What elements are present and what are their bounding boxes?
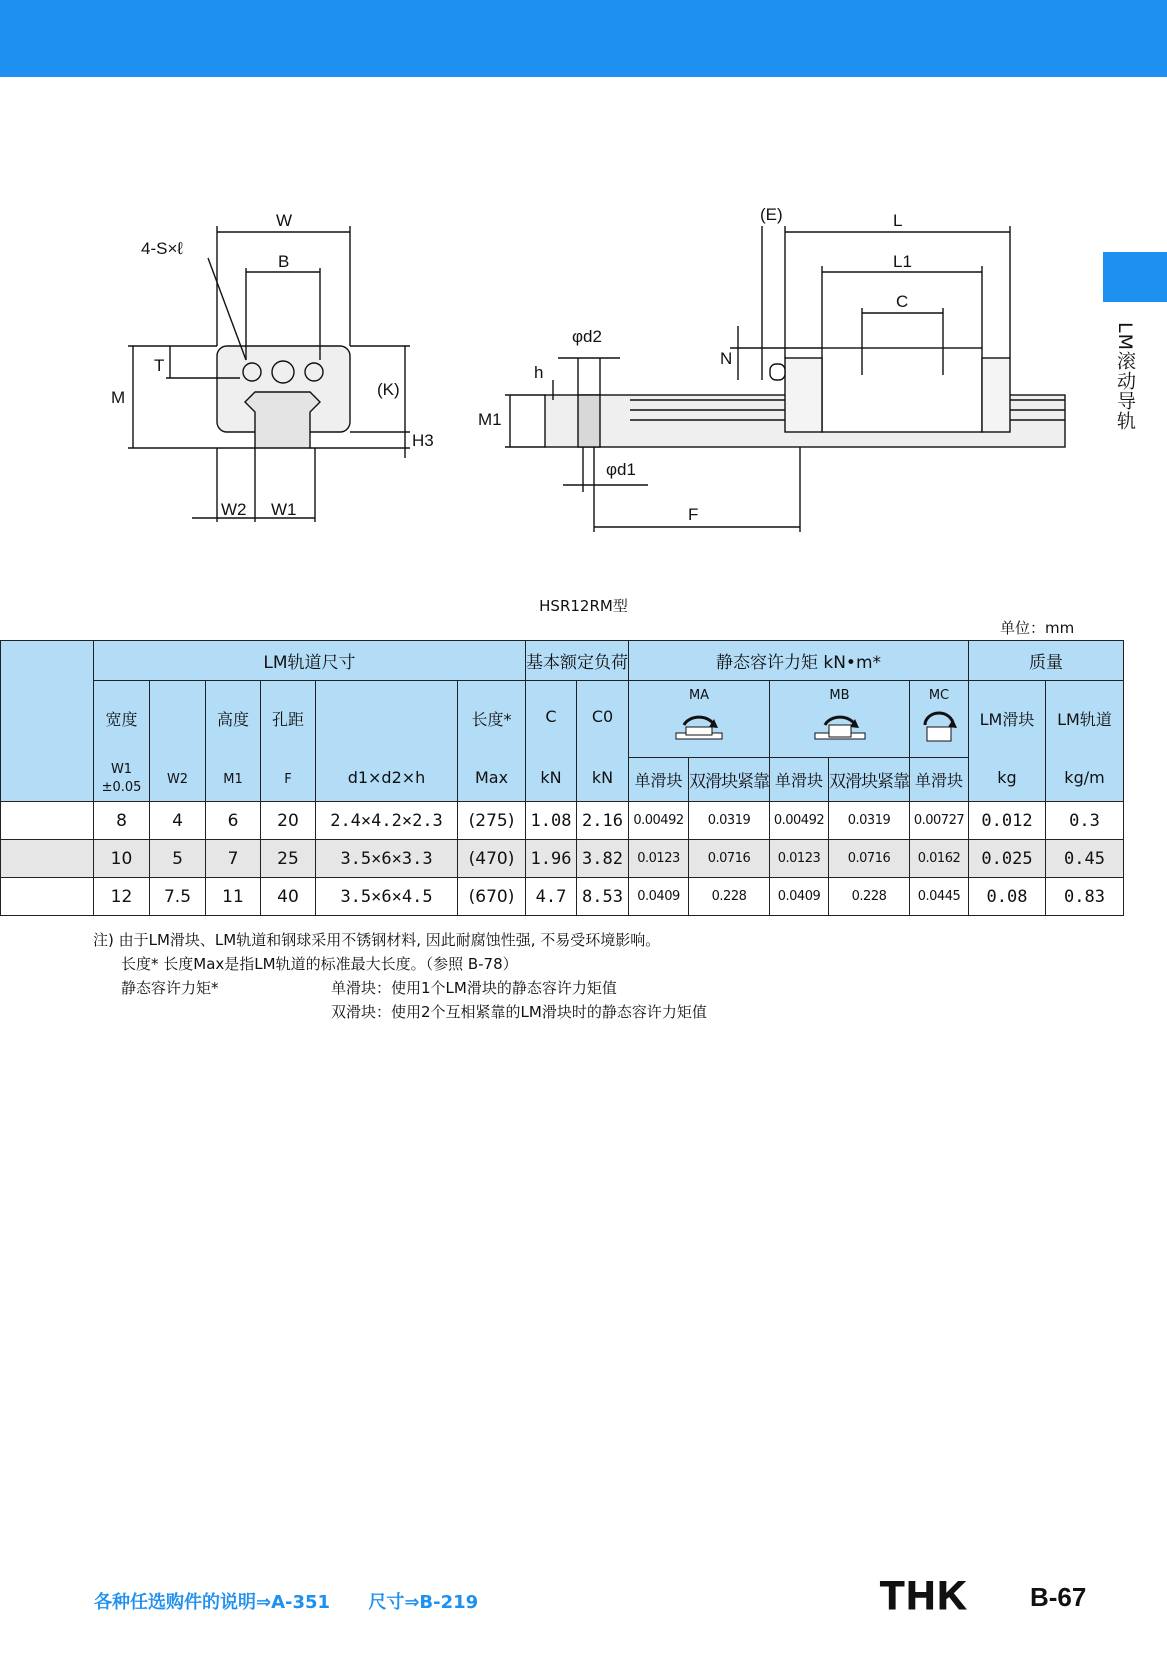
note-length: 长度* 长度Max是指LM轨道的标准最大长度。（参照 B-78） <box>121 955 518 973</box>
mb-moment-icon <box>805 703 875 745</box>
table-cell: 0.00727 <box>910 802 969 840</box>
table-cell: 0.00492 <box>770 802 829 840</box>
header-ma-double: 双滑块紧靠 <box>689 757 770 801</box>
dim-K: (K) <box>377 380 400 399</box>
table-cell: 8 <box>94 802 150 840</box>
dim-C: C <box>896 292 909 311</box>
header-mb: MB <box>770 681 910 758</box>
table-cell: 7 <box>206 840 261 878</box>
table-cell: 4.7 <box>526 878 577 916</box>
header-ma: MA <box>629 681 770 758</box>
header-block-mass: LM滑块 kg <box>969 681 1046 802</box>
table-cell: 0.00492 <box>629 802 689 840</box>
dim-H3: H3 <box>412 431 434 450</box>
header-rail-mass: LM轨道 kg/m <box>1046 681 1124 802</box>
table-cell: 3.5×6×3.3 <box>316 840 458 878</box>
header-mb-single: 单滑块 <box>770 757 829 801</box>
model-cell <box>1 840 94 878</box>
link-options[interactable]: 各种任选购件的说明⇒A-351 <box>94 1592 331 1613</box>
dim-S: 4-S×ℓ <box>141 239 183 258</box>
table-cell: 0.228 <box>829 878 910 916</box>
table-cell: 3.82 <box>577 840 629 878</box>
dim-d1: φd1 <box>606 460 636 479</box>
dim-N: N <box>720 349 733 368</box>
table-cell: 0.3 <box>1046 802 1124 840</box>
section-title: LM滚动导轨 <box>1114 322 1136 431</box>
note-material: 注) 由于LM滑块、LM轨道和钢球采用不锈钢材料, 因此耐腐蚀性强, 不易受环境影响。 <box>93 931 661 949</box>
table-cell: 6 <box>206 802 261 840</box>
table-cell: 0.025 <box>969 840 1046 878</box>
footer-links <box>94 1588 510 1614</box>
header-c: C kN <box>526 681 577 802</box>
dim-W2: W2 <box>221 500 247 519</box>
table-cell: 20 <box>261 802 316 840</box>
table-cell: 0.0319 <box>829 802 910 840</box>
dim-L: L <box>893 211 903 230</box>
table-cell: (670) <box>458 878 526 916</box>
table-cell: 40 <box>261 878 316 916</box>
header-moment: 静态容许力矩 kN•m* <box>629 641 969 681</box>
table-cell: 0.0716 <box>689 840 770 878</box>
technical-drawing <box>0 0 1167 600</box>
table-row <box>1 802 1124 840</box>
table-cell: (275) <box>458 802 526 840</box>
spec-table <box>0 640 1124 916</box>
table-cell: 0.45 <box>1046 840 1124 878</box>
dim-W: W <box>276 211 293 230</box>
header-width-w1: 宽度 W1 ±0.05 <box>94 681 150 802</box>
link-dimensions[interactable]: 尺寸⇒B-219 <box>368 1592 479 1613</box>
table-cell: (470) <box>458 840 526 878</box>
note-moment: 静态容许力矩* 单滑块：使用1个LM滑块的静态容许力矩值 <box>121 979 617 997</box>
table-cell: 0.0409 <box>629 878 689 916</box>
table-cell: 0.0123 <box>629 840 689 878</box>
table-cell: 0.0409 <box>770 878 829 916</box>
front-view-rail <box>245 392 320 448</box>
table-cell: 0.08 <box>969 878 1046 916</box>
ma-moment-icon <box>664 703 734 745</box>
table-cell: 8.53 <box>577 878 629 916</box>
header-w2: W2 <box>150 681 206 802</box>
table-cell: 0.0123 <box>770 840 829 878</box>
dim-M1: M1 <box>478 410 502 429</box>
header-length-max: 长度* Max <box>458 681 526 802</box>
table-cell: 1.08 <box>526 802 577 840</box>
table-cell: 0.228 <box>689 878 770 916</box>
table-cell: 0.0445 <box>910 878 969 916</box>
table-cell: 11 <box>206 878 261 916</box>
side-view-block <box>822 348 982 432</box>
header-height-m1: 高度 M1 <box>206 681 261 802</box>
mc-moment-icon <box>916 703 962 745</box>
header-dxd: d1×d2×h <box>316 681 458 802</box>
dim-B: B <box>278 252 290 271</box>
table-cell: 0.012 <box>969 802 1046 840</box>
table-cell: 4 <box>150 802 206 840</box>
table-cell: 2.16 <box>577 802 629 840</box>
table-cell: 25 <box>261 840 316 878</box>
header-c0: C0 kN <box>577 681 629 802</box>
note-moment-double: 双滑块：使用2个互相紧靠的LM滑块时的静态容许力矩值 <box>331 1003 707 1021</box>
table-cell: 10 <box>94 840 150 878</box>
table-cell: 2.4×4.2×2.3 <box>316 802 458 840</box>
table-row <box>1 840 1124 878</box>
dim-E: (E) <box>760 205 783 224</box>
dim-M: M <box>111 388 126 407</box>
header-mass: 质量 <box>969 641 1124 681</box>
header-mb-double: 双滑块紧靠 <box>829 757 910 801</box>
header-mc-single: 单滑块 <box>910 757 969 801</box>
dim-d2: φd2 <box>572 327 602 346</box>
header-rail: LM轨道尺寸 <box>94 641 526 681</box>
table-cell: 0.0162 <box>910 840 969 878</box>
unit-label: 单位：mm <box>1000 619 1075 637</box>
table-cell: 12 <box>94 878 150 916</box>
header-ma-single: 单滑块 <box>629 757 689 801</box>
dim-W1: W1 <box>271 500 297 519</box>
blank-header-cell <box>1 641 94 802</box>
model-cell <box>1 802 94 840</box>
table-cell: 0.0716 <box>829 840 910 878</box>
header-pitch-f: 孔距 F <box>261 681 316 802</box>
table-cell: 1.96 <box>526 840 577 878</box>
model-caption: HSR12RM型 <box>539 597 628 615</box>
table-cell: 3.5×6×4.5 <box>316 878 458 916</box>
page-number: B-67 <box>1030 1582 1087 1612</box>
dim-F: F <box>688 505 699 524</box>
model-cell <box>1 878 94 916</box>
thk-logo: THK <box>880 1574 969 1618</box>
header-load: 基本额定负荷 <box>526 641 629 681</box>
table-cell: 0.83 <box>1046 878 1124 916</box>
dim-L1: L1 <box>893 252 912 271</box>
dim-h: h <box>534 363 544 382</box>
table-row <box>1 878 1124 916</box>
table-cell: 5 <box>150 840 206 878</box>
table-cell: 0.0319 <box>689 802 770 840</box>
table-cell: 7.5 <box>150 878 206 916</box>
dim-T: T <box>154 356 165 375</box>
header-mc: MC <box>910 681 969 758</box>
footnotes <box>93 928 707 1024</box>
